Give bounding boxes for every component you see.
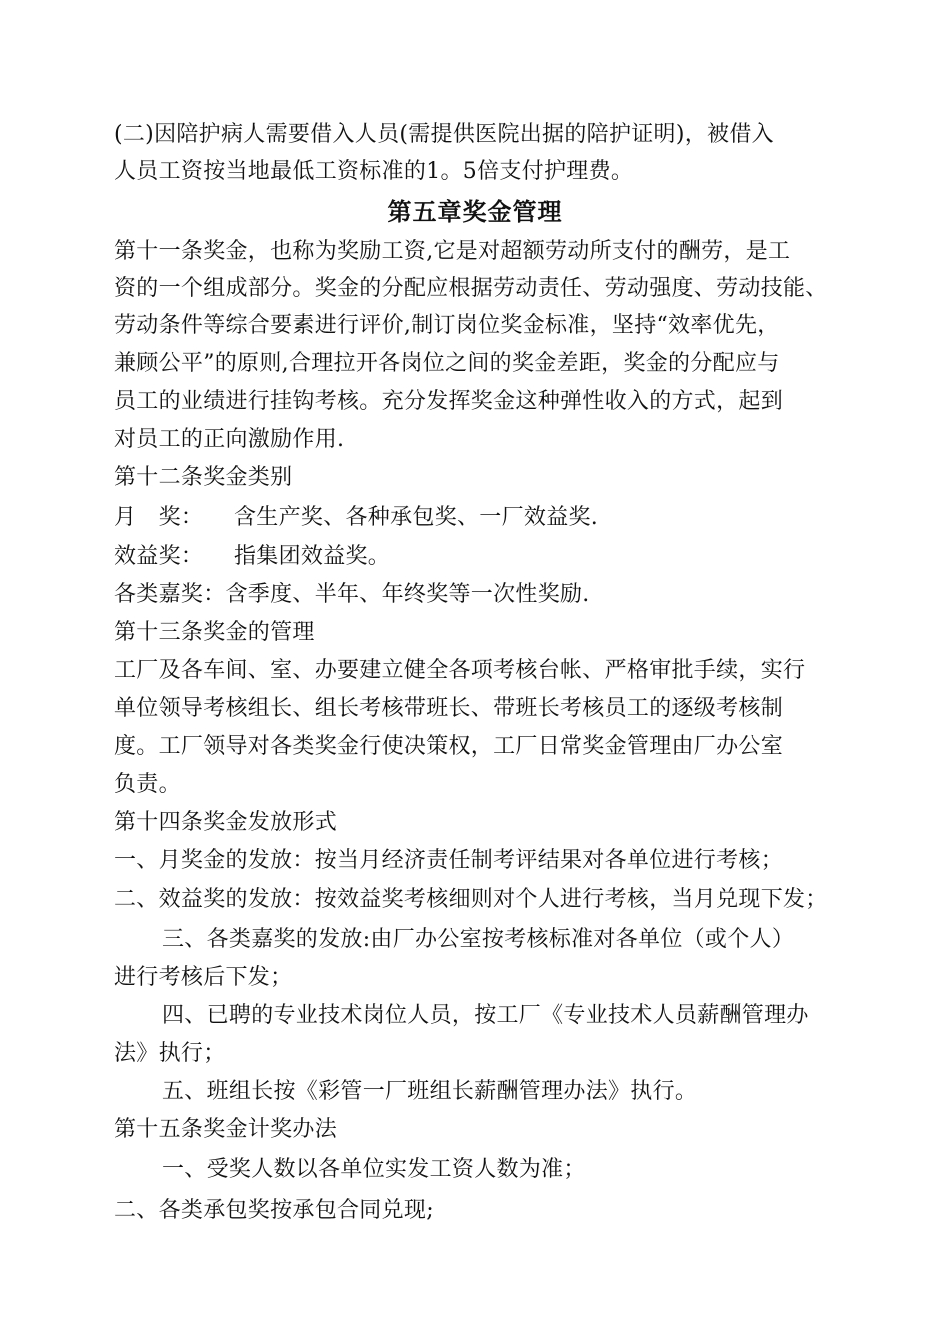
article-title: 第十五条奖金计奖办法 xyxy=(114,1117,338,1142)
category-description: 含生产奖、各种承包奖、一厂效益奖. xyxy=(234,505,599,530)
list-item: 二、效益奖的发放：按效益奖考核细则对个人进行考核，当月兑现下发； xyxy=(114,887,828,912)
paragraph-line: 兼顾公平”的原则,合理拉开各岗位之间的奖金差距，奖金的分配应与 xyxy=(114,351,780,376)
paragraph-line: 第十一条奖金，也称为奖励工资,它是对超额劳动所支付的酬劳，是工 xyxy=(114,239,791,264)
list-item: 一、受奖人数以各单位实发工资人数为准； xyxy=(162,1157,586,1182)
article-title: 第十四条奖金发放形式 xyxy=(114,810,338,835)
paragraph-line: (二)因陪护病人需要借入人员(需提供医院出据的陪护证明)，被借入 xyxy=(114,122,774,147)
paragraph-line: 资的一个组成部分。奖金的分配应根据劳动责任、劳动强度、劳动技能、 xyxy=(114,276,828,301)
paragraph-line: 工厂及各车间、室、办要建立健全各项考核台帐、严格审批手续，实行 xyxy=(114,658,806,683)
paragraph-line: 劳动条件等综合要素进行评价,制订岗位奖金标准，坚持“效率优先， xyxy=(114,313,780,338)
article-title: 第十三条奖金的管理 xyxy=(114,620,315,645)
paragraph-line: 单位领导考核组长、组长考核带班长、带班长考核员工的逐级考核制 xyxy=(114,696,784,721)
chapter-heading: 第五章奖金管理 xyxy=(387,198,563,226)
category-label: 月 奖： xyxy=(114,505,204,530)
article-title: 第十二条奖金类别 xyxy=(114,465,293,490)
bonus-category-monthly xyxy=(114,503,854,533)
paragraph-line: 负责。 xyxy=(114,772,181,797)
paragraph-line: 进行考核后下发； xyxy=(114,965,293,990)
list-item: 五、班组长按《彩管一厂班组长薪酬管理办法》执行。 xyxy=(162,1079,698,1104)
paragraph-line: 法》执行； xyxy=(114,1041,226,1066)
paragraph-line: 人员工资按当地最低工资标准的1。5倍支付护理费。 xyxy=(114,159,634,184)
category-label: 效益奖： xyxy=(114,544,204,569)
list-item: 二、各类承包奖按承包合同兑现; xyxy=(114,1198,434,1223)
bonus-category-benefit xyxy=(114,542,854,572)
list-item: 四、已聘的专业技术岗位人员，按工厂《专业技术人员薪酬管理办 xyxy=(162,1003,809,1028)
paragraph-line: 度。工厂领导对各类奖金行使决策权，工厂日常奖金管理由厂办公室 xyxy=(114,734,784,759)
paragraph-line: 员工的业绩进行挂钩考核。充分发挥奖金这种弹性收入的方式，起到 xyxy=(114,389,784,414)
list-item: 一、月奖金的发放：按当月经济责任制考评结果对各单位进行考核； xyxy=(114,848,784,873)
paragraph-line: 对员工的正向激励作用. xyxy=(114,427,345,452)
list-item: 三、各类嘉奖的发放:由厂办公室按考核标准对各单位（或个人） xyxy=(162,927,795,952)
category-description: 指集团效益奖。 xyxy=(234,544,391,569)
bonus-category-commendation: 各类嘉奖：含季度、半年、年终奖等一次性奖励. xyxy=(114,582,590,607)
